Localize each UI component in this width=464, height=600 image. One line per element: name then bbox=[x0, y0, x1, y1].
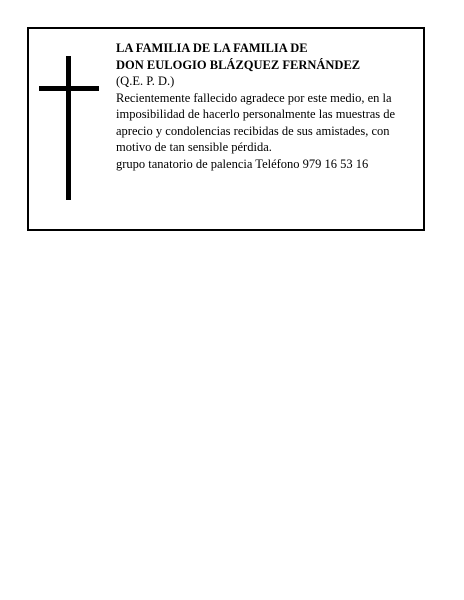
family-heading: LA FAMILIA DE LA FAMILIA DE bbox=[116, 41, 308, 55]
qepd-text: (Q.E. P. D.) bbox=[116, 74, 175, 88]
notice-text bbox=[116, 40, 422, 172]
cross-horizontal-bar bbox=[39, 86, 99, 91]
deceased-name: DON EULOGIO BLÁZQUEZ FERNÁNDEZ bbox=[116, 57, 361, 72]
cross-icon bbox=[39, 56, 99, 200]
obituary-notice bbox=[27, 27, 425, 231]
thanks-message: Recientemente fallecido agradece por este medio, en la imposibilidad de hacerlo personalmente las muestras de aprecio y condolencias recibidas de sus amistades, con motivo de tan sensible pérdida. bbox=[116, 90, 396, 154]
funeral-home-contact: grupo tanatorio de palencia Teléfono 979 16 53 16 bbox=[116, 156, 369, 171]
cross-vertical-bar bbox=[66, 56, 71, 200]
